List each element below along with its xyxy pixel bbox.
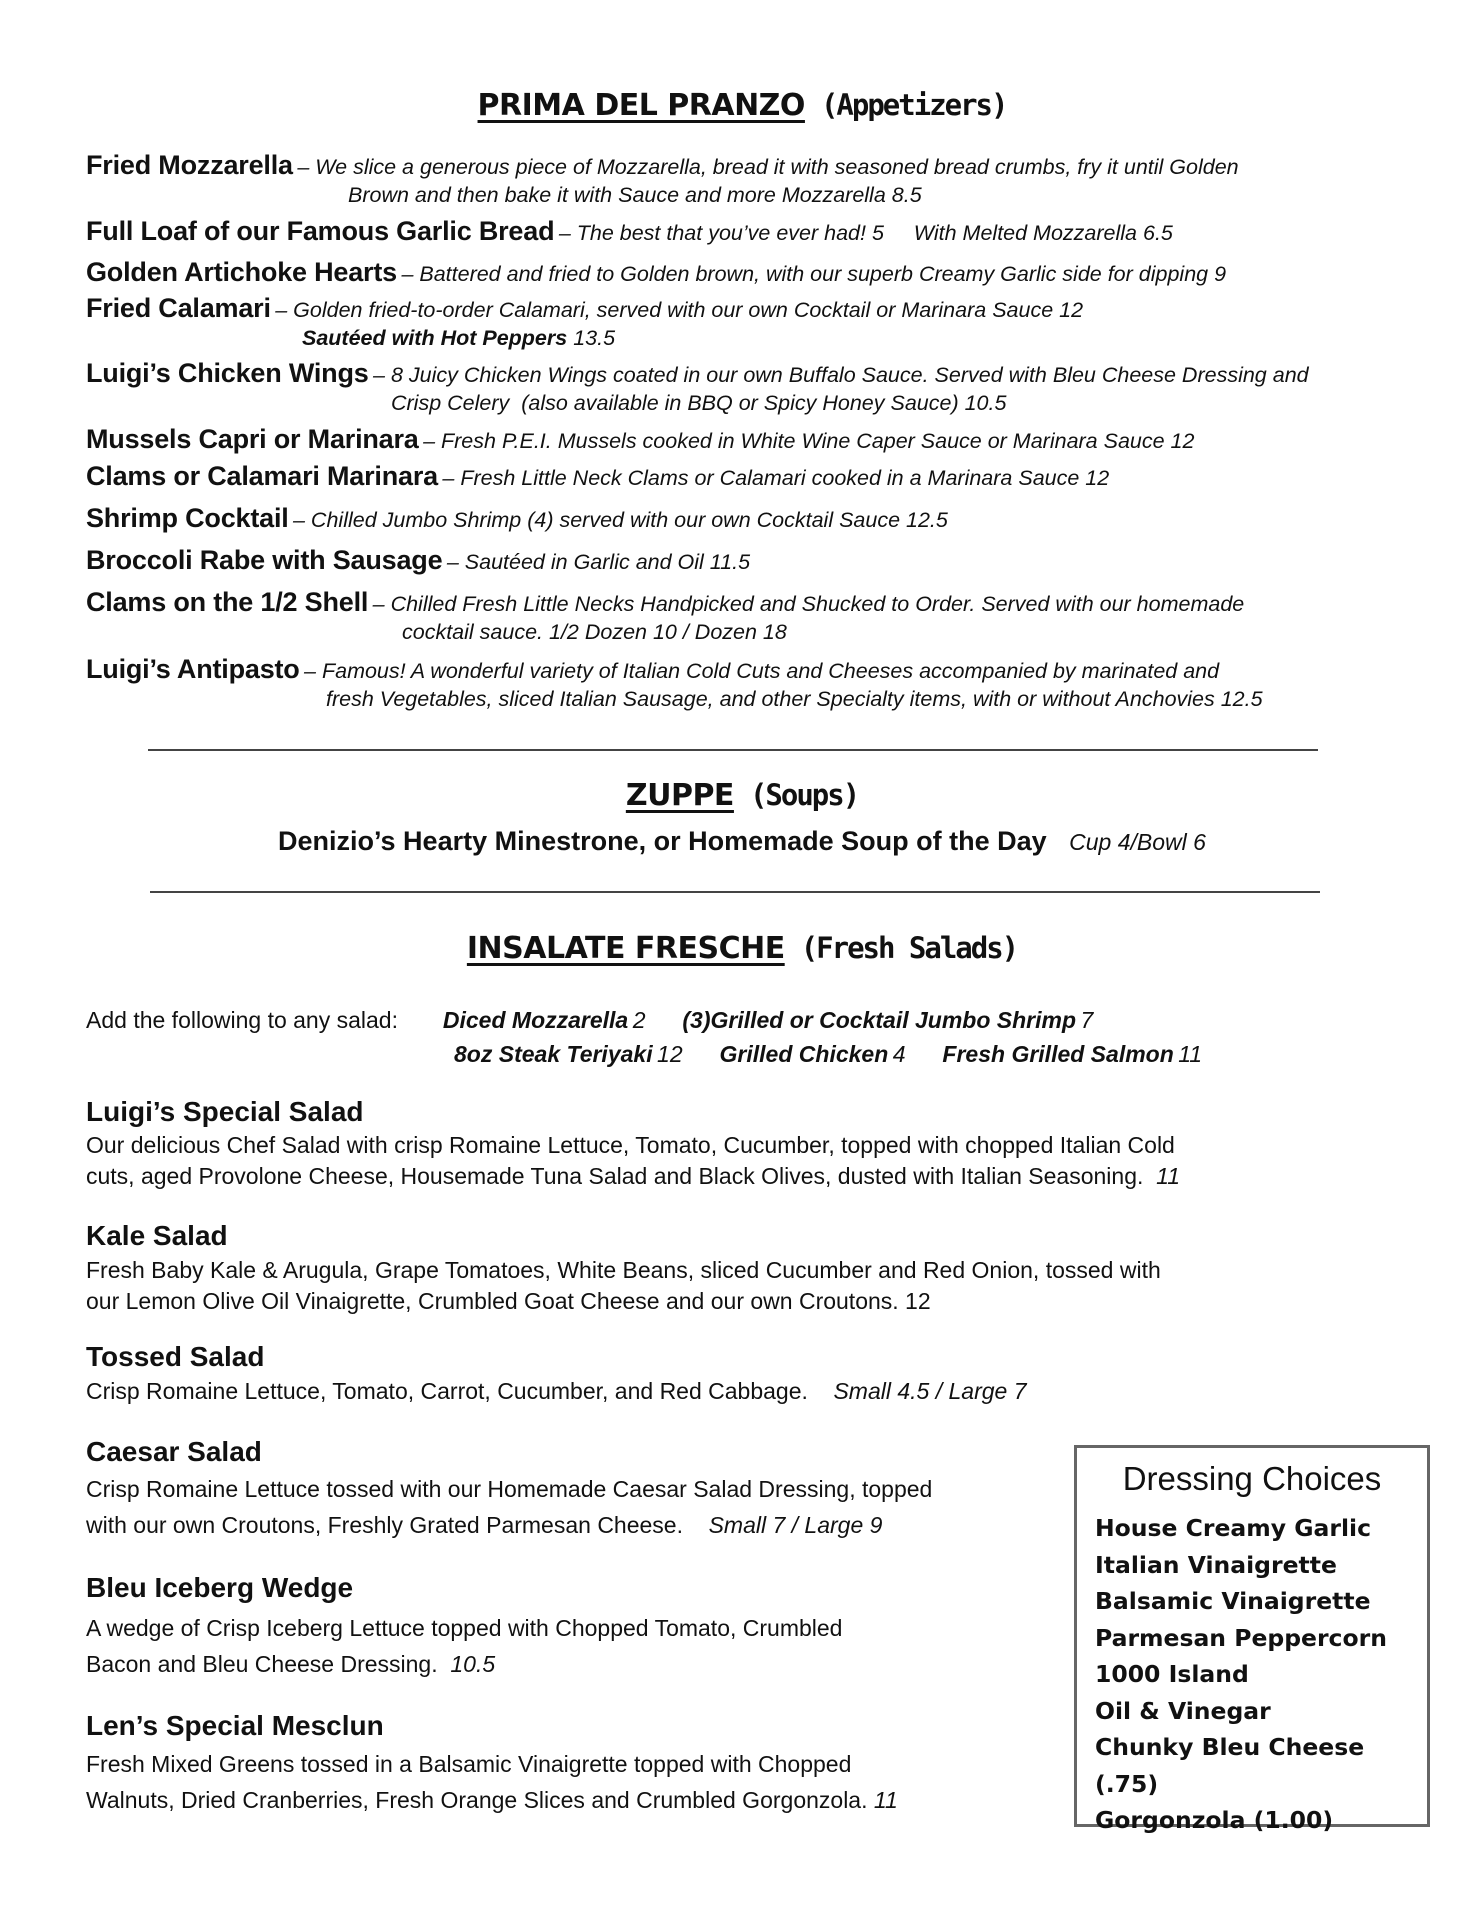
appetizer-item xyxy=(86,654,1444,712)
appetizer-desc-cont: cocktail sauce. 1/2 Dozen 10 / Dozen 18 xyxy=(402,620,787,644)
appetizer-desc: – 8 Juicy Chicken Wings coated in our own Buffalo Sauce. Served with Bleu Cheese Dressing and xyxy=(373,363,1309,387)
appetizer-item xyxy=(86,150,1444,208)
appetizer-desc: – Famous! A wonderful variety of Italian Cold Cuts and Cheeses accompanied by marinated and xyxy=(304,659,1220,683)
salads-heading xyxy=(0,931,1484,966)
addons-label: Add the following to any salad: xyxy=(86,1007,398,1033)
appetizer-desc-cont: fresh Vegetables, sliced Italian Sausage, and other Specialty items, with or without Anchovies 12.5 xyxy=(326,687,1263,711)
appetizer-name: Broccoli Rabe with Sausage xyxy=(86,545,443,575)
addon-name: (3)Grilled or Cocktail Jumbo Shrimp xyxy=(682,1007,1077,1033)
dressing-title: Dressing Choices xyxy=(1122,1460,1382,1497)
appetizer-item xyxy=(86,545,1444,576)
soup-price: Cup 4/Bowl 6 xyxy=(1069,829,1206,855)
salad-price: 10.5 xyxy=(450,1651,496,1677)
salad-desc-line: Crisp Romaine Lettuce, Tomato, Carrot, Cucumber, and Red Cabbage. xyxy=(86,1378,808,1404)
divider xyxy=(148,749,1318,751)
salad-desc-line: A wedge of Crisp Iceberg Lettuce topped with Chopped Tomato, Crumbled xyxy=(86,1615,843,1641)
dressing-item: Chunky Bleu Cheese (.75) xyxy=(1095,1733,1365,1798)
salad-desc xyxy=(86,1130,1180,1192)
appetizer-item xyxy=(86,424,1444,455)
appetizer-desc: – Fresh Little Neck Clams or Calamari cooked in a Marinara Sauce 12 xyxy=(442,466,1110,490)
appetizer-variant-price: 13.5 xyxy=(573,326,616,350)
appetizers-title: PRIMA DEL PRANZO xyxy=(477,88,805,123)
appetizer-item xyxy=(86,293,1444,351)
dressing-item: 1000 Island xyxy=(1095,1660,1249,1688)
appetizer-name: Clams or Calamari Marinara xyxy=(86,461,438,491)
salad-name: Caesar Salad xyxy=(86,1436,262,1467)
appetizer-name: Clams on the 1/2 Shell xyxy=(86,587,369,617)
appetizer-variant: Sautéed with Hot Peppers xyxy=(302,326,568,350)
dressing-item: House Creamy Garlic xyxy=(1095,1514,1372,1542)
appetizer-desc: – Battered and fried to Golden brown, with our superb Creamy Garlic side for dipping 9 xyxy=(401,262,1227,286)
addon-name: Diced Mozzarella xyxy=(442,1007,629,1033)
salad-desc xyxy=(86,1471,932,1543)
appetizer-item xyxy=(86,587,1444,645)
salad-price: Small 7 / Large 9 xyxy=(708,1512,883,1538)
salad-addons-line2 xyxy=(454,1041,1202,1068)
salad-desc-line: Fresh Mixed Greens tossed in a Balsamic Vinaigrette topped with Chopped xyxy=(86,1751,852,1777)
appetizer-name: Fried Mozzarella xyxy=(86,150,293,180)
addon-name: Grilled Chicken xyxy=(719,1041,889,1067)
salad-name: Tossed Salad xyxy=(86,1341,265,1372)
salads-title: INSALATE FRESCHE xyxy=(466,931,785,966)
addon-price: 7 xyxy=(1080,1007,1094,1033)
appetizer-item xyxy=(86,216,1444,247)
appetizer-item xyxy=(86,461,1444,492)
dressing-item: Oil & Vinegar xyxy=(1095,1696,1271,1725)
appetizers-heading xyxy=(0,88,1484,123)
salad-name: Kale Salad xyxy=(86,1220,228,1251)
addon-name: 8oz Steak Teriyaki xyxy=(454,1041,653,1067)
salad-desc xyxy=(86,1255,1161,1317)
appetizers-subtitle: (Appetizers) xyxy=(820,88,1007,122)
salad-desc-line: our Lemon Olive Oil Vinaigrette, Crumbled Goat Cheese and our own Croutons. 12 xyxy=(86,1288,931,1314)
appetizer-name: Fried Calamari xyxy=(86,293,271,323)
appetizer-item xyxy=(86,358,1444,416)
dressing-list xyxy=(1095,1510,1427,1839)
appetizer-desc: – We slice a generous piece of Mozzarella, bread it with seasoned bread crumbs, fry it until Golden xyxy=(297,155,1239,179)
soups-title: ZUPPE xyxy=(625,778,734,813)
salad-desc-line: Walnuts, Dried Cranberries, Fresh Orange Slices and Crumbled Gorgonzola. xyxy=(86,1787,868,1813)
appetizer-desc: – Golden fried-to-order Calamari, served with our own Cocktail or Marinara Sauce 12 xyxy=(275,298,1084,322)
addon-price: 12 xyxy=(657,1041,683,1067)
appetizer-desc: – Chilled Fresh Little Necks Handpicked and Shucked to Order. Served with our homemade xyxy=(372,592,1245,616)
salads-subtitle: (Fresh Salads) xyxy=(800,931,1018,965)
salad-addons-line1 xyxy=(86,1007,1093,1034)
appetizer-desc: – Fresh P.E.I. Mussels cooked in White Wine Caper Sauce or Marinara Sauce 12 xyxy=(423,429,1195,453)
addon-name: Fresh Grilled Salmon xyxy=(942,1041,1174,1067)
dressing-item: Parmesan Peppercorn xyxy=(1095,1623,1387,1652)
appetizer-desc: – Chilled Jumbo Shrimp (4) served with our own Cocktail Sauce 12.5 xyxy=(293,508,948,532)
appetizer-name: Luigi’s Chicken Wings xyxy=(86,358,369,388)
dressing-choices-box xyxy=(1074,1445,1430,1834)
appetizer-name: Luigi’s Antipasto xyxy=(86,654,300,684)
appetizer-name: Shrimp Cocktail xyxy=(86,503,289,533)
appetizer-name: Full Loaf of our Famous Garlic Bread xyxy=(86,216,555,246)
salad-desc-line: cuts, aged Provolone Cheese, Housemade Tuna Salad and Black Olives, dusted with Italian Seasoning. xyxy=(86,1163,1144,1189)
dressing-item: Italian Vinaigrette xyxy=(1095,1550,1337,1579)
salad-desc-line: Crisp Romaine Lettuce tossed with our Homemade Caesar Salad Dressing, topped xyxy=(86,1476,933,1502)
soups-subtitle: (Soups) xyxy=(749,778,859,812)
salad-price: Small 4.5 / Large 7 xyxy=(833,1378,1027,1404)
salad-desc-line: Bacon and Bleu Cheese Dressing. xyxy=(86,1651,438,1677)
salad-desc xyxy=(86,1746,898,1818)
appetizer-desc: – The best that you’ve ever had! 5 With Melted Mozzarella 6.5 xyxy=(558,221,1173,245)
salad-desc-line: Fresh Baby Kale & Arugula, Grape Tomatoes, White Beans, sliced Cucumber and Red Onion, tossed with xyxy=(86,1257,1161,1283)
appetizer-desc-cont: Brown and then bake it with Sauce and more Mozzarella 8.5 xyxy=(348,183,922,207)
addon-price: 2 xyxy=(632,1007,646,1033)
salad-desc xyxy=(86,1610,842,1682)
addon-price: 4 xyxy=(892,1041,906,1067)
salad-name: Bleu Iceberg Wedge xyxy=(86,1572,354,1603)
appetizer-item xyxy=(86,257,1444,288)
salad-desc xyxy=(86,1376,1027,1407)
appetizer-name: Mussels Capri or Marinara xyxy=(86,424,419,454)
soups-heading xyxy=(0,778,1484,813)
soup-name: Denizio’s Hearty Minestrone, or Homemade Soup of the Day xyxy=(278,826,1047,856)
addon-price: 11 xyxy=(1178,1041,1203,1067)
appetizer-item xyxy=(86,503,1444,534)
soup-line xyxy=(0,826,1484,857)
dressing-item: Gorgonzola (1.00) xyxy=(1095,1806,1334,1834)
appetizer-desc: – Sautéed in Garlic and Oil 11.5 xyxy=(446,550,751,574)
salad-name: Luigi’s Special Salad xyxy=(86,1096,364,1127)
salad-desc-line: with our own Croutons, Freshly Grated Parmesan Cheese. xyxy=(86,1512,683,1538)
divider xyxy=(150,891,1320,893)
salad-price: 11 xyxy=(873,1787,898,1813)
dressing-item: Balsamic Vinaigrette xyxy=(1095,1587,1371,1615)
salad-price: 11 xyxy=(1156,1163,1181,1189)
appetizer-name: Golden Artichoke Hearts xyxy=(86,257,397,287)
appetizer-desc-cont: Crisp Celery (also available in BBQ or Spicy Honey Sauce) 10.5 xyxy=(391,391,1007,415)
salad-name: Len’s Special Mesclun xyxy=(86,1710,384,1741)
salad-desc-line: Our delicious Chef Salad with crisp Romaine Lettuce, Tomato, Cucumber, topped with chopped Italian Cold xyxy=(86,1132,1175,1158)
